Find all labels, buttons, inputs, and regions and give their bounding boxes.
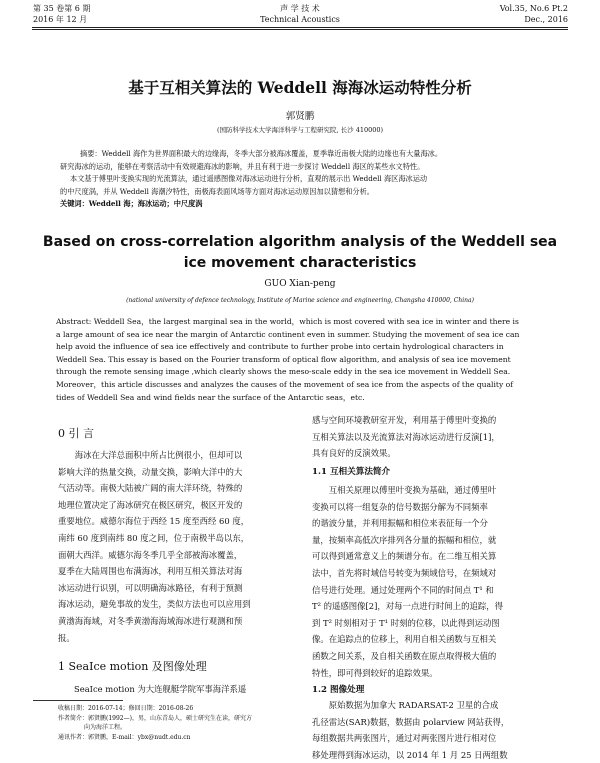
section-1-body-line: SeaIce motion 为大连舰艇学院军事海洋系遥 xyxy=(74,684,247,694)
body-line: 像。在追踪点的位移上，利用自相关函数与互相关 xyxy=(312,634,497,645)
author-cn: 郭贤鹏 xyxy=(285,111,315,122)
body-line: 面朝大西洋。威德尔海冬季几乎全部被海冰覆盖， xyxy=(58,549,243,560)
subsection-1-1-heading: 1.1 互相关算法简介 xyxy=(312,467,391,477)
body-line: 法中，首先将时域信号转变为频域信号，在频域对 xyxy=(312,567,497,578)
header-volume: 第 35 卷第 6 期 xyxy=(33,4,91,13)
title-en-line-2: ice movement characteristics xyxy=(183,255,417,271)
header-date: 2016 年 12 月 xyxy=(33,15,88,24)
body-line: 海冰运动，避免事故的发生，类似方法也可以应用到 xyxy=(58,599,251,610)
body-line: 特性，即可得到较好的追踪效果。 xyxy=(312,667,438,678)
body-line: 的谐波分量，并利用振幅和相位来表征每一个分 xyxy=(312,518,488,529)
title-cn: 基于互相关算法的 Weddell 海海冰运动特性分析 xyxy=(128,78,472,97)
body-line: 具有良好的反演效果。 xyxy=(312,448,396,459)
body-line: 气活动等。南极大陆被广阔的南大洋环绕，特殊的 xyxy=(58,483,243,494)
body-line: 到 T² 时刻相对于 T¹ 时刻的位移，以此得到运动图 xyxy=(312,617,500,628)
abstract-cn-line: 的中尺度涡，并从 Weddell 海潮汐特性，南极海表面风场等方面对海冰运动原因加以猜想和分析。 xyxy=(60,186,374,196)
body-line: 海冰在大洋总面积中所占比例很小，但却可以 xyxy=(74,450,243,460)
subsection-1-1-body xyxy=(312,482,562,681)
affiliation-cn: (国防科学技术大学海洋科学与工程研究院, 长沙 410000) xyxy=(216,126,384,134)
body-line: 变换可以将一组复杂的信号数据分解为不同频率 xyxy=(312,501,488,512)
body-line: 影响大洋的热量交换，动量交换，影响大洋中的大 xyxy=(58,466,243,477)
abstract-cn xyxy=(60,148,540,211)
abstract-en-line: Moreover，this article discusses and analyzes the causes of the movement of sea ice from the aspects of the quality of xyxy=(56,379,514,389)
header-journal-cn: 声 学 技 术 xyxy=(280,4,320,13)
abstract-en-line: a large amount of sea ice near the margin of Antarctic continent even in summer. Studying the movement of sea ice can xyxy=(56,329,520,339)
affiliation-en: (national university of defence technology, Institute of Marine science and engineering, Changsha 410000, China) xyxy=(126,297,474,304)
footnote-line: 向为海洋工程。 xyxy=(84,724,127,731)
footnote xyxy=(58,704,308,742)
abstract-en-line: Weddell Sea. This essay is based on the Fourier transform of optical flow algorithm, and analysis of sea ice movement xyxy=(56,354,511,364)
subsection-1-2-heading: 1.2 图像处理 xyxy=(312,685,365,695)
body-line: T² 的遥感图像[2]，对每一点进行时间上的追踪，得 xyxy=(312,601,503,612)
abstract-cn-line: 研究海冰的运动，能够在考察活动中有效规避海冰的影响，并且有利于进一步探讨 Weddell 海区的某些水文特性。 xyxy=(60,161,425,171)
body-line: 黄渤海海域，对冬季黄渤海海域海冰进行观测和预 xyxy=(58,615,243,626)
footnote-rule xyxy=(33,700,123,701)
abstract-en-line: through the remote sensing image ,which clearly shows the meso-scale eddy in the sea ice movement in Weddell Sea. xyxy=(56,367,511,377)
abstract-en-line: help avoid the influence of sea ice effectively and contribute to further probe into certain hydrological characters in xyxy=(56,342,504,352)
header-rule xyxy=(32,27,568,28)
section-1-heading: 1 SeaIce motion 及图像处理 xyxy=(58,660,207,673)
abstract-en xyxy=(56,316,548,404)
subsection-1-2-body xyxy=(312,697,562,763)
section-0-body xyxy=(58,447,306,646)
body-line: 南纬 60 度到南纬 80 度之间，位于南极半岛以东， xyxy=(58,532,250,543)
body-line: 原始数据为加拿大 RADARSAT-2 卫星的合成 xyxy=(328,700,499,710)
body-line: 互相关算法以及光流算法对海冰运动进行反演[1]， xyxy=(312,431,500,442)
body-line: 移处理得到海冰运动，以 2014 年 1 月 25 日两组数 xyxy=(312,749,508,760)
abstract-cn-line: 本文基于傅里叶变换实现的光流算法，通过遥感图像对海冰运动进行分析，直观的展示出 Weddell 海区海冰运动 xyxy=(70,174,428,184)
right-col-top xyxy=(312,412,562,462)
section-0-heading: 0 引 言 xyxy=(58,427,94,440)
body-line: 量，按频率高低次序排列各分量的振幅和相位，就 xyxy=(312,534,497,545)
header-rule-2 xyxy=(32,29,568,30)
body-line: 感与空间环境教研室开发，利用基于傅里叶变换的 xyxy=(312,415,497,425)
body-line: 每组数据共两张图片，通过对两张图片进行相对位 xyxy=(312,733,497,744)
abstract-en-line: Abstract: Weddell Sea，the largest marginal sea in the world，which is most covered with sea ice in winter and there is xyxy=(56,317,519,326)
body-line: 冰运动进行识别，可以明确海冰路径，有利于预测 xyxy=(58,582,243,593)
body-line: 夏季在大陆周围也布满海冰，利用互相关算法对海 xyxy=(58,566,243,577)
author-en: GUO Xian-peng xyxy=(264,279,336,289)
title-en-line-1: Based on cross-correlation algorithm analysis of the Weddell sea xyxy=(42,234,558,250)
body-line: 互相关原理以傅里叶变换为基础，通过傅里叶 xyxy=(328,485,497,495)
body-line: 地理位置决定了海冰研究在极区研究，极区开发的 xyxy=(58,499,243,510)
footnote-line: 作者简介：郭贤鹏(1992—)，男，山东青岛人，硕士研究生在读，研究方 xyxy=(58,714,252,722)
abstract-en-line: tides of Weddell Sea and wind fields near the surface of the Antarctic seas，etc. xyxy=(56,392,365,402)
body-line: 可以得到通常意义上的频谱分布。在二维互相关算 xyxy=(312,551,497,562)
body-line: 函数之间关系，及自相关函数在原点取得极大值的 xyxy=(312,650,497,661)
abstract-cn-line: 摘要：Weddell 海作为世界面积最大的边缘海，冬季大部分被海冰覆盖，夏季靠近南极大陆的边缘也有大量海冰。 xyxy=(80,149,443,158)
body-line: 孔径雷达(SAR)数据，数据由 polarview 网站获得， xyxy=(312,716,510,727)
keywords-cn: 关键词：Weddell 海；海冰运动；中尺度涡 xyxy=(60,199,203,209)
header-date-en: Dec., 2016 xyxy=(524,15,568,24)
footnote-line: 收稿日期：2016-07-14；修回日期：2016-08-26 xyxy=(58,705,194,712)
header-volume-en: Vol.35, No.6 Pt.2 xyxy=(499,4,568,13)
body-line: 信号进行处理。通过处理两个不同的时间点 T¹ 和 xyxy=(312,584,494,595)
footnote-line: 通讯作者：郭贤鹏，E-mail：ybx@nudt.edu.cn xyxy=(58,733,191,741)
body-line: 重要地位。威德尔海位于西经 15 度至西经 60 度， xyxy=(58,516,250,527)
header-journal-en: Technical Acoustics xyxy=(260,15,340,24)
body-line: 报。 xyxy=(58,632,75,643)
